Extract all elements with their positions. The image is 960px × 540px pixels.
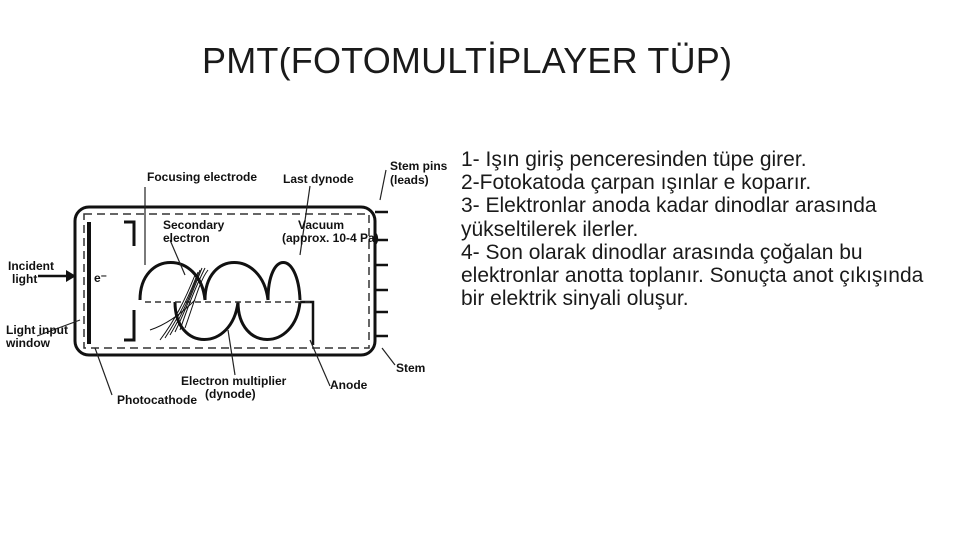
label-light-input-1: Light input	[6, 323, 68, 337]
dynode-5	[268, 263, 300, 301]
label-vacuum-1: Vacuum	[298, 218, 345, 232]
label-secondary-2: electron	[163, 231, 210, 245]
label-stem-pins-2: (leads)	[390, 173, 429, 187]
label-vacuum-2: (approx. 10-4 Pa)	[282, 231, 379, 245]
focusing-electrode-bottom	[124, 310, 134, 340]
label-electron-symbol: e⁻	[94, 271, 108, 285]
steps-list	[461, 148, 941, 310]
label-electron-multiplier-2: (dynode)	[205, 387, 256, 401]
label-incident-1: Incident	[8, 259, 55, 273]
step-2: 2-Fotokatoda çarpan ışınlar e koparır.	[461, 171, 812, 195]
label-electron-multiplier-1: Electron multiplier	[181, 374, 287, 388]
label-last-dynode: Last dynode	[283, 172, 354, 186]
electron-avalanche	[150, 268, 208, 340]
label-light-input-2: window	[6, 336, 50, 350]
step-4: 4- Son olarak dinodlar arasında çoğalan bu elektronlar anotta toplanır. Sonuçta anot çıkışında bir elektrik sinyali oluşur.	[461, 240, 924, 311]
label-stem: Stem	[396, 361, 426, 375]
dynode-4	[238, 302, 300, 340]
focusing-electrode-top	[124, 222, 134, 246]
step-3: 3- Elektronlar anoda kadar dinodlar arasında yükseltilerek ilerler.	[461, 194, 877, 241]
dynode-3	[205, 263, 268, 301]
pmt-diagram	[0, 150, 450, 420]
slide-title: PMT(FOTOMULTİPLAYER TÜP)	[202, 40, 733, 81]
label-stem-pins-1: Stem pins	[390, 159, 448, 173]
label-incident-2: light	[12, 272, 38, 286]
last-dynode	[300, 302, 313, 345]
label-secondary-1: Secondary	[163, 218, 225, 232]
label-anode: Anode	[330, 378, 368, 392]
step-1: 1- Işın giriş penceresinden tüpe girer.	[461, 148, 807, 171]
label-focusing-electrode: Focusing electrode	[147, 170, 258, 184]
label-photocathode: Photocathode	[117, 393, 197, 407]
